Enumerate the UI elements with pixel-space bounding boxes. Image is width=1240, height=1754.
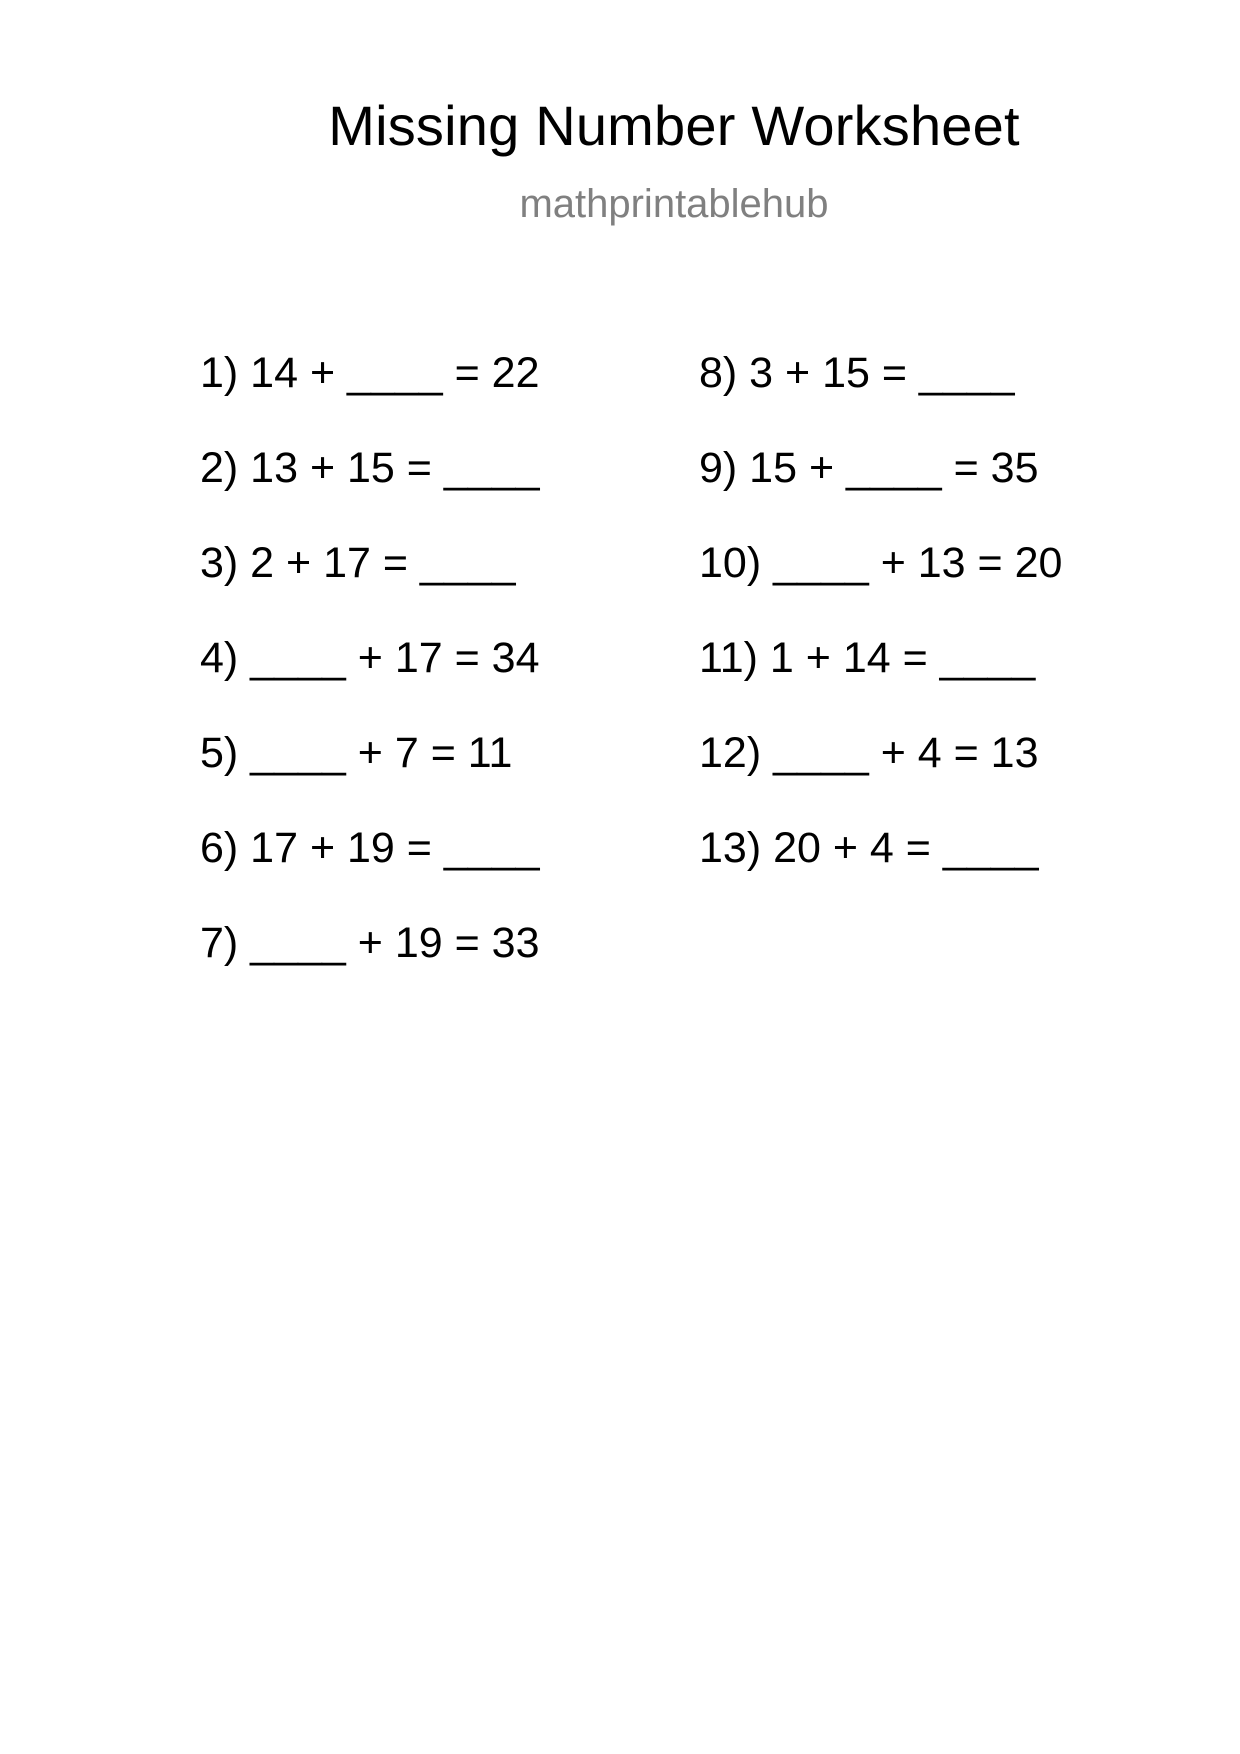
problem-12: 12) ____ + 4 = 13 xyxy=(699,729,1039,777)
problem-6: 6) 17 + 19 = ____ xyxy=(200,824,540,872)
problem-9: 9) 15 + ____ = 35 xyxy=(699,444,1039,492)
problem-10: 10) ____ + 13 = 20 xyxy=(699,539,1063,587)
problem-2: 2) 13 + 15 = ____ xyxy=(200,444,540,492)
problem-7: 7) ____ + 19 = 33 xyxy=(200,919,540,967)
problem-13: 13) 20 + 4 = ____ xyxy=(699,824,1039,872)
problem-5: 5) ____ + 7 = 11 xyxy=(200,729,513,777)
worksheet-title: Missing Number Worksheet xyxy=(328,94,1020,157)
problem-1: 1) 14 + ____ = 22 xyxy=(200,349,540,397)
problem-11: 11) 1 + 14 = ____ xyxy=(699,634,1036,682)
problem-4: 4) ____ + 17 = 34 xyxy=(200,634,540,682)
worksheet-source: mathprintablehub xyxy=(519,182,829,226)
problem-3: 3) 2 + 17 = ____ xyxy=(200,539,516,587)
problem-8: 8) 3 + 15 = ____ xyxy=(699,349,1015,397)
